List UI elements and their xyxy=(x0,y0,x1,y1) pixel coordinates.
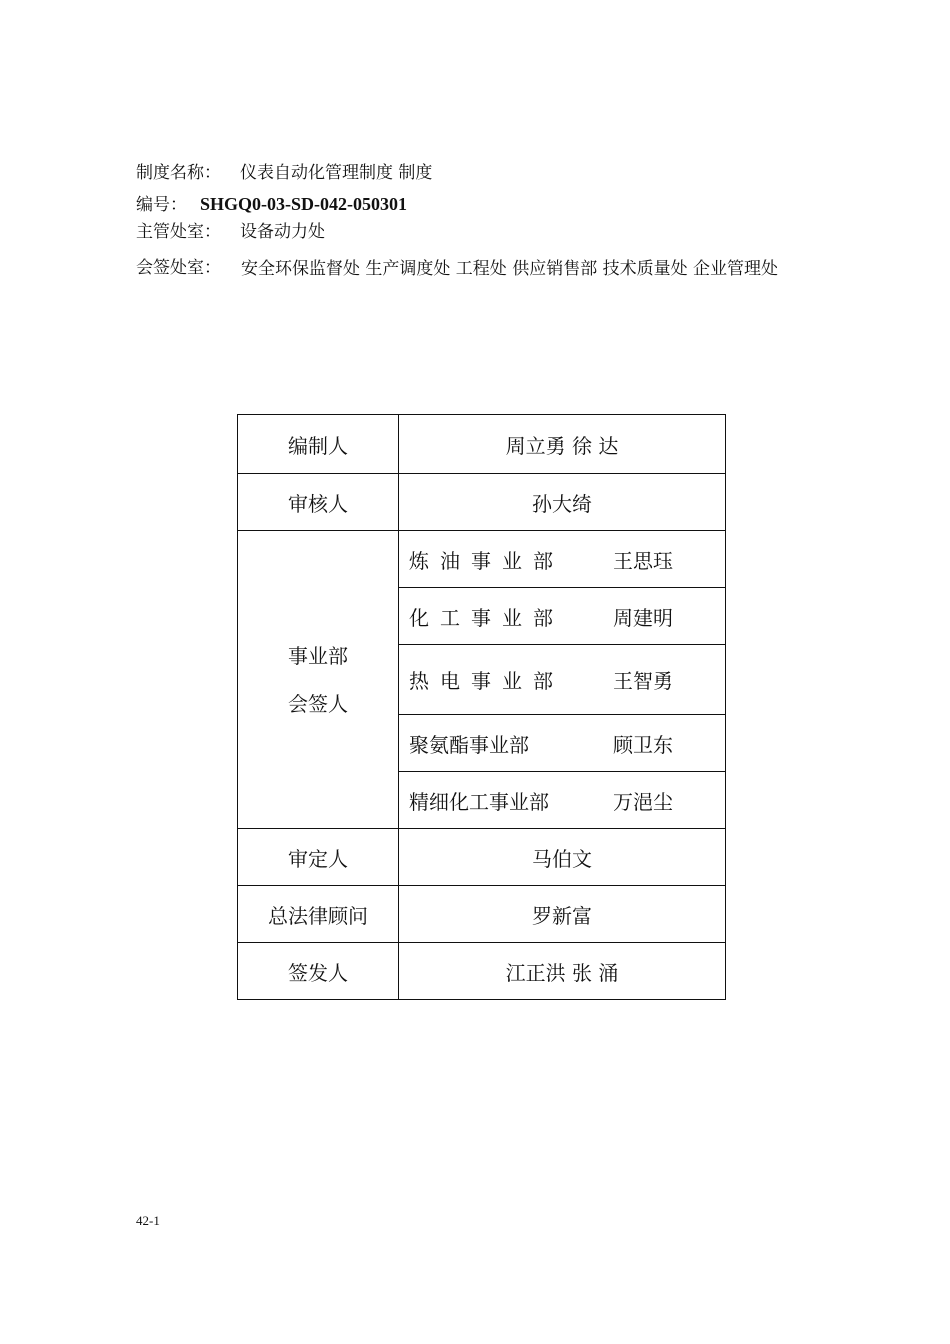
issuer-label: 签发人 xyxy=(238,943,399,1000)
division-row-polyurethane xyxy=(399,715,726,772)
division-person: 王思珏 xyxy=(613,548,673,573)
issuer-value: 江正洪 张 涌 xyxy=(399,943,726,1000)
countersign-dept-value: 安全环保监督处 生产调度处 工程处 供应销售部 技术质量处 企业管理处 xyxy=(241,259,779,279)
counsel-label: 总法律顾问 xyxy=(238,886,399,943)
counsel-value: 罗新富 xyxy=(399,886,726,943)
table-row xyxy=(238,943,726,1000)
reviewer-value: 孙大绮 xyxy=(399,474,726,531)
page-number: 42-1 xyxy=(136,1213,160,1228)
division-label-line-1: 事业部 xyxy=(288,643,348,668)
code-line xyxy=(136,192,407,217)
countersign-dept-label: 会签处室： xyxy=(136,258,221,278)
reviewer-label: 审核人 xyxy=(238,474,399,531)
system-name-value: 仪表自动化管理制度 制度 xyxy=(240,163,433,183)
responsible-dept-value: 设备动力处 xyxy=(240,222,325,242)
division-row-fine-chemical xyxy=(399,772,726,829)
compiler-label: 编制人 xyxy=(238,415,399,474)
division-person: 顾卫东 xyxy=(613,732,673,757)
system-name-label: 制度名称： xyxy=(136,163,221,183)
signature-table xyxy=(237,414,726,1000)
division-name: 聚氨酯事业部 xyxy=(409,732,529,757)
division-person: 周建明 xyxy=(613,605,673,630)
division-row-chemical xyxy=(399,588,726,645)
division-person: 王智勇 xyxy=(613,669,673,693)
table-row xyxy=(238,474,726,531)
table-row xyxy=(238,415,726,474)
responsible-dept-line xyxy=(136,220,325,244)
approver-value: 马伯文 xyxy=(399,829,726,886)
division-person: 万浥尘 xyxy=(613,789,673,814)
division-name: 炼油事业部 xyxy=(409,548,564,573)
responsible-dept-label: 主管处室： xyxy=(136,222,221,242)
division-row-refining xyxy=(399,531,726,588)
code-value: SHGQ0-03-SD-042-050301 xyxy=(200,194,407,214)
compiler-value: 周立勇 徐 达 xyxy=(399,415,726,474)
division-name: 化工事业部 xyxy=(409,605,564,630)
division-label-line-2: 会签人 xyxy=(288,691,348,716)
division-name: 热电事业部 xyxy=(409,669,564,693)
division-name: 精细化工事业部 xyxy=(409,789,549,814)
division-countersign-label xyxy=(238,531,399,829)
division-row-thermal xyxy=(399,645,726,715)
table-row xyxy=(238,829,726,886)
approver-label: 审定人 xyxy=(238,829,399,886)
table-row xyxy=(238,531,726,588)
code-label: 编号： xyxy=(136,195,187,215)
system-name-line xyxy=(136,161,432,185)
table-row xyxy=(238,886,726,943)
